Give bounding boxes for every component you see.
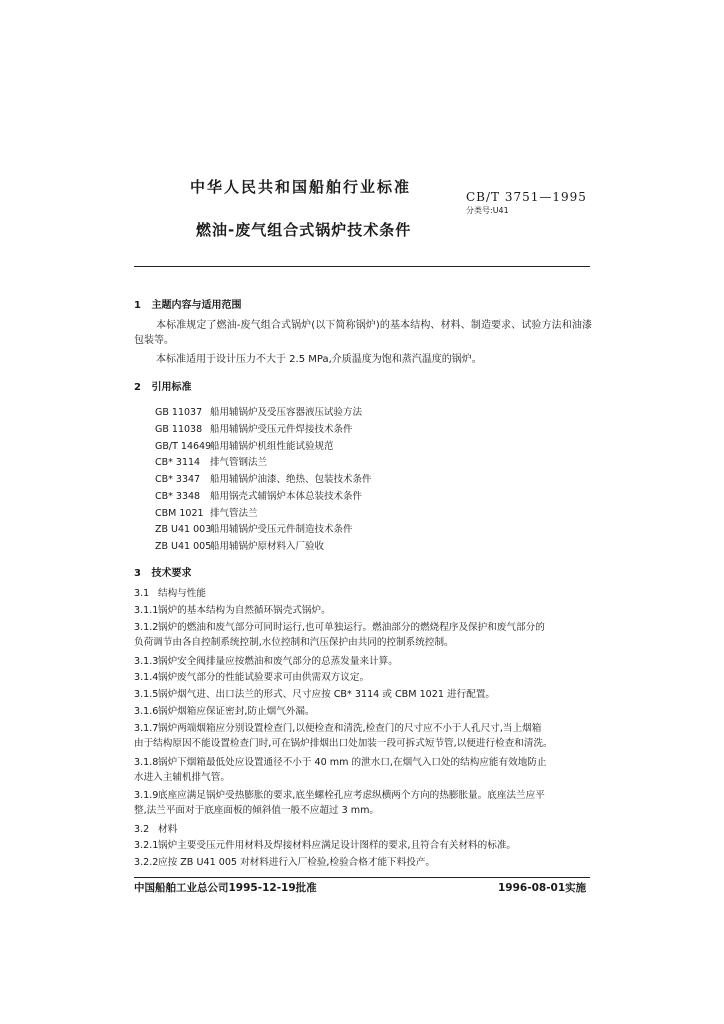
reference-title: 排气管钢法兰: [210, 457, 268, 468]
clause: [134, 721, 592, 751]
clause: [134, 838, 592, 853]
clause-text: 锅炉两端烟箱应分别设置检查门,以便检查和清洗,检查门的尺寸应不小于人孔尺寸,当上烟箱: [158, 723, 542, 734]
clause-number: 3.1.9: [134, 790, 159, 801]
clause-text: 锅炉废气部分的性能试验要求可由供需双方议定。: [158, 672, 370, 683]
reference-code: ZB U41 005: [155, 541, 212, 552]
reference-item: [155, 538, 324, 552]
reference-item: [155, 404, 362, 418]
clause: [134, 603, 592, 618]
clause-number: 3.1.2: [134, 622, 159, 633]
clause-number: 3.1.8: [134, 757, 159, 768]
clause-number: 3.1.6: [134, 706, 159, 717]
section-title: 主题内容与适用范围: [151, 300, 242, 311]
reference-code: CBM 1021: [155, 508, 204, 519]
paragraph: 本标准规定了燃油-废气组合式锅炉(以下简称锅炉)的基本结构、材料、制造要求、试验方法和油漆包装等。: [134, 320, 592, 346]
clause: [134, 654, 592, 669]
clause-number: 3.1: [134, 588, 150, 599]
reference-title: 船用辅锅炉原材料入厂验收: [210, 541, 325, 552]
reference-title: 排气管法兰: [210, 508, 258, 519]
section-title: 引用标准: [151, 382, 192, 393]
section-number: 2: [134, 382, 141, 393]
footer-divider: [134, 877, 590, 878]
clause-text: 锅炉的燃油和废气部分可同时运行,也可单独运行。燃油部分的燃烧程序及保护和废气部分的: [158, 622, 545, 633]
clause-number: 3.1.5: [134, 689, 159, 700]
clause-text: 锅炉烟箱应保证密封,防止烟气外漏。: [158, 706, 315, 717]
clause-number: 3.1.3: [134, 656, 159, 667]
clause-text: 锅炉的基本结构为自然循环锅壳式锅炉。: [158, 605, 331, 616]
reference-code: GB/T 14649: [155, 441, 212, 452]
clause-text: 材料: [158, 824, 178, 835]
clause: [134, 755, 592, 785]
section-3-heading: [134, 564, 191, 579]
section-number: 3: [134, 568, 141, 579]
section-number: 1: [134, 300, 141, 311]
reference-item: [155, 521, 353, 535]
clause: [134, 788, 592, 818]
paragraph: 本标准适用于设计压力不大于 2.5 MPa,介质温度为饱和蒸汽温度的锅炉。: [156, 354, 482, 365]
clause-number: 3.1.1: [134, 605, 159, 616]
clause: [134, 855, 592, 870]
reference-item: [155, 505, 258, 519]
clause-text-continued: 负荷调节由各自控制系统控制,水位控制和汽压保护由共同的控制系统控制。: [134, 637, 454, 649]
reference-title: 船用辅锅炉及受压容器液压试验方法: [210, 407, 363, 418]
reference-title: 船用锅壳式辅锅炉本体总装技术条件: [210, 491, 363, 502]
clause-number: 3.1.7: [134, 723, 159, 734]
reference-code: GB 11038: [155, 424, 203, 435]
clause-text: 锅炉主要受压元件用材料及焊接材料应满足设计图样的要求,且符合有关材料的标准。: [158, 840, 517, 851]
reference-code: CB* 3348: [155, 491, 201, 502]
clause: [134, 620, 592, 650]
section-2-heading: [134, 378, 191, 393]
document-title: 燃油-废气组合式锅炉技术条件: [196, 221, 412, 239]
clause-text-continued: 整,法兰平面对于底座面板的倾斜值一般不应超过 3 mm。: [134, 805, 380, 817]
standard-code: CB/T 3751—1995: [466, 190, 587, 204]
clause-text: 底座应满足锅炉受热膨胀的要求,底坐螺栓孔应考虑纵横两个方向的热膨胀量。底座法兰应平: [158, 790, 545, 801]
issuing-organization: 中华人民共和国船舶行业标准: [190, 178, 412, 196]
clause: [134, 687, 592, 702]
clause-text: 应按 ZB U41 005 对材料进行入厂检验,检验合格才能下料投产。: [158, 857, 436, 868]
approval-line: 中国船舶工业总公司1995-12-19批准: [134, 882, 317, 894]
reference-item: [155, 488, 362, 502]
clause: [134, 704, 592, 719]
clause-number: 3.2.2: [134, 857, 159, 868]
clause-number: 3.2: [134, 824, 150, 835]
section-title: 技术要求: [151, 568, 192, 579]
reference-title: 船用辅锅炉油漆、绝热、包装技术条件: [210, 474, 372, 485]
reference-code: CB* 3347: [155, 474, 201, 485]
implementation-date: 1996-08-01实施: [498, 882, 587, 894]
clause: [134, 822, 592, 837]
reference-title: 船用辅锅炉受压元件焊接技术条件: [210, 424, 353, 435]
reference-item: [155, 454, 267, 468]
clause-text-continued: 水进入主辅机排气管。: [134, 772, 230, 784]
clause-number: 3.1.4: [134, 672, 159, 683]
clause-number: 3.2.1: [134, 840, 159, 851]
clause-text: 锅炉安全阀排量应按燃油和废气部分的总蒸发量来计算。: [158, 656, 398, 667]
clause: [134, 586, 592, 601]
clause-text: 结构与性能: [158, 588, 206, 599]
section-1-heading: [134, 296, 241, 311]
clause: [134, 670, 592, 685]
reference-title: 船用辅锅炉机组性能试验规范: [210, 441, 334, 452]
reference-code: ZB U41 003: [155, 524, 212, 535]
reference-title: 船用辅锅炉受压元件制造技术条件: [210, 524, 353, 535]
reference-code: CB* 3114: [155, 457, 201, 468]
header-divider: [134, 266, 590, 267]
clause-text: 锅炉烟气进、出口法兰的形式、尺寸应按 CB* 3114 或 CBM 1021 进行配置。: [158, 689, 496, 700]
reference-item: [155, 421, 353, 435]
clause-text-continued: 由于结构原因不能设置检查门时,可在锅炉排烟出口处加装一段可拆式短节管,以便进行检查和清洗。: [134, 738, 553, 750]
clause-text: 锅炉下烟箱最低处应设置通径不小于 40 mm 的泄水口,在烟气入口处的结构应能有效地防止: [158, 757, 547, 768]
reference-item: [155, 471, 372, 485]
reference-item: [155, 438, 334, 452]
reference-code: GB 11037: [155, 407, 203, 418]
classification-number: 分类号:U41: [466, 206, 509, 215]
